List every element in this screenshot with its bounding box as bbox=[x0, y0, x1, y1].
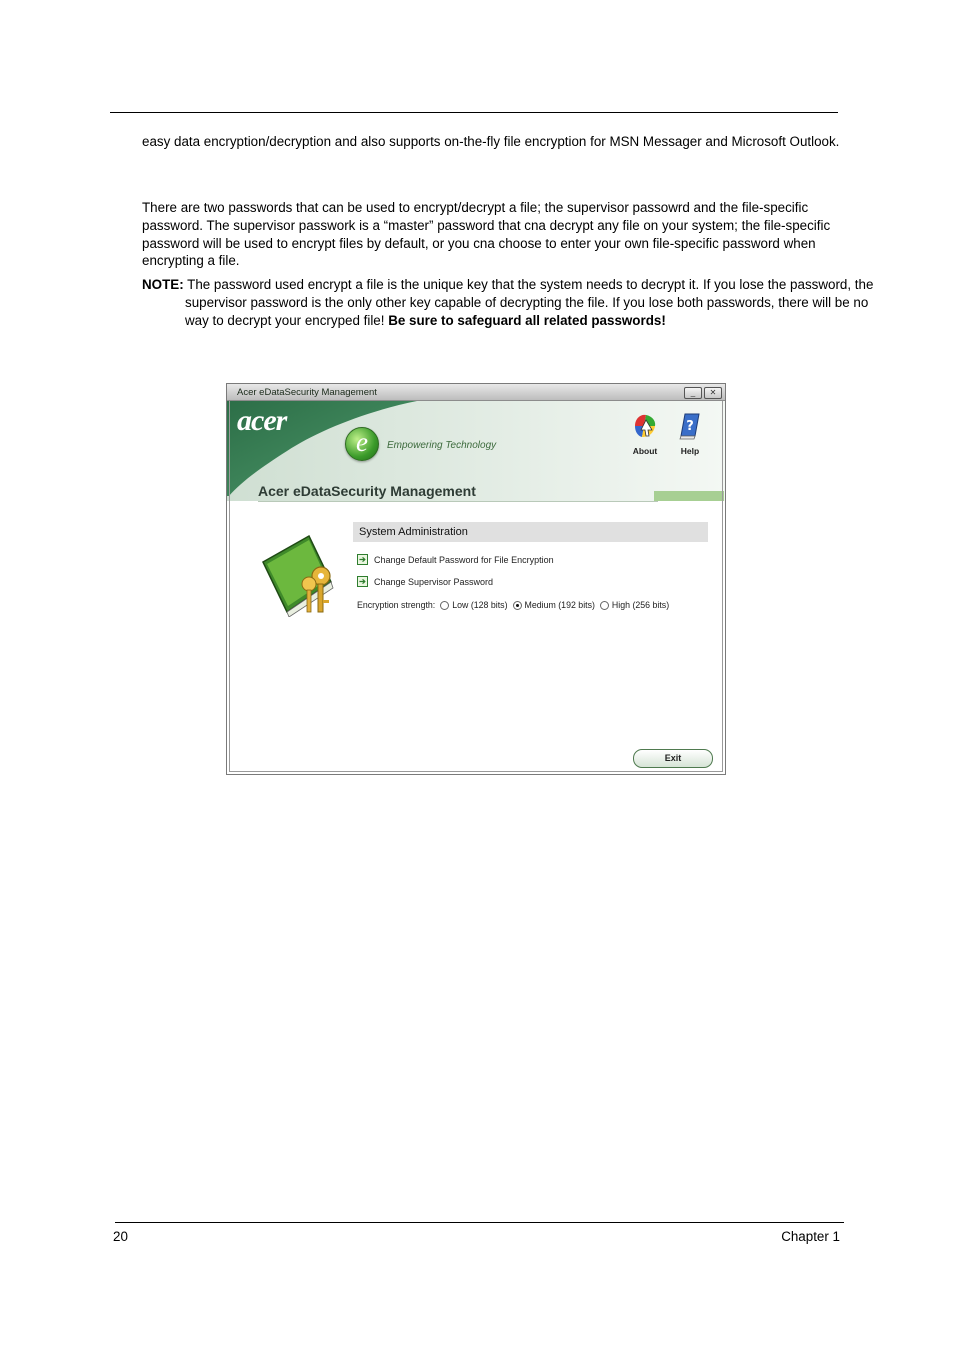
close-button[interactable]: ✕ bbox=[704, 387, 722, 399]
window-title: Acer eDataSecurity Management bbox=[237, 387, 377, 398]
tagline: Empowering Technology bbox=[387, 440, 497, 451]
minimize-button[interactable]: _ bbox=[684, 387, 702, 399]
note-bold-text: Be sure to safeguard all related passwords! bbox=[388, 312, 666, 328]
radio-high-label: High (256 bits) bbox=[611, 600, 670, 610]
about-label: About bbox=[632, 446, 658, 456]
note-label: NOTE: bbox=[142, 277, 184, 292]
help-label: Help bbox=[680, 446, 700, 456]
footer-rule bbox=[115, 1222, 844, 1223]
exit-button[interactable]: Exit bbox=[633, 749, 713, 768]
edatasecurity-window bbox=[226, 383, 726, 775]
note-text: The password used encrypt a file is the unique key that the system needs to decrypt it. If you lose the password, the supervisor password is the only other key capable of decrypting the file. If you lose both passwords, there will be no way to decrypt your encryped file! bbox=[185, 277, 874, 328]
arrow-right-icon: ➔ bbox=[357, 554, 368, 565]
app-title: Acer eDataSecurity Management bbox=[258, 483, 476, 499]
page-number: 20 bbox=[113, 1229, 128, 1244]
paragraph-intro: easy data encryption/decryption and also supports on-the-fly file encryption for MSN Messager and Microsoft Outlook. bbox=[142, 134, 840, 149]
empowering-e-logo: e bbox=[345, 427, 379, 461]
note-block bbox=[142, 276, 885, 329]
option-label: Change Supervisor Password bbox=[374, 576, 494, 587]
header-rule bbox=[110, 112, 838, 113]
radio-low-label: Low (128 bits) bbox=[452, 600, 508, 610]
encryption-strength-label: Encryption strength: bbox=[357, 600, 436, 610]
paragraph-passwords: There are two passwords that can be used to encrypt/decrypt a file; the supervisor passowrd and the file-specific password. The supervisor passwork is a “master” password that cna decrypt any file on your system; the file-specific password will be used to encrypt files by default, or you cna choose to enter your own file-specific password when encrypting a file. bbox=[142, 200, 831, 269]
window-titlebar bbox=[227, 384, 725, 401]
option-label: Change Default Password for File Encryption bbox=[374, 554, 554, 565]
window-frame bbox=[229, 401, 723, 772]
radio-medium-label: Medium (192 bits) bbox=[524, 600, 595, 610]
acer-logo: acer bbox=[237, 404, 287, 437]
section-system-administration: System Administration bbox=[353, 522, 708, 542]
svg-text:?: ? bbox=[686, 419, 694, 434]
window-controls bbox=[684, 387, 722, 399]
chapter-label: Chapter 1 bbox=[781, 1229, 840, 1244]
arrow-right-icon: ➔ bbox=[357, 576, 368, 587]
